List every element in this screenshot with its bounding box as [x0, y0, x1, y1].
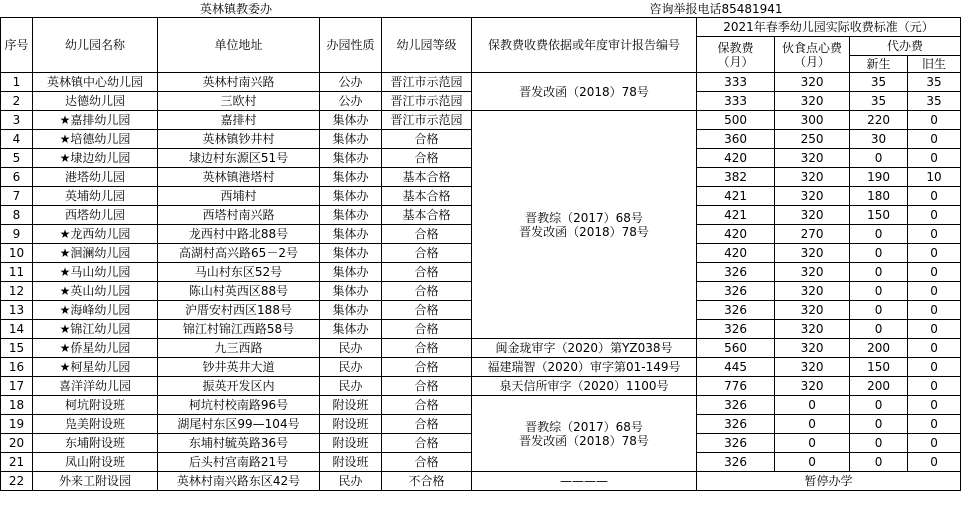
row-tuition: 420: [697, 149, 775, 168]
row-address: 英林镇钞井村: [158, 130, 320, 149]
row-new-fee: 0: [850, 415, 908, 434]
row-level: 合格: [382, 149, 472, 168]
row-address: 西塔村南兴路: [158, 206, 320, 225]
row-seq: 6: [1, 168, 33, 187]
row-tuition: 420: [697, 225, 775, 244]
row-tuition: 333: [697, 92, 775, 111]
row-tuition: 560: [697, 339, 775, 358]
row-address: 东埔村毓英路36号: [158, 434, 320, 453]
row-old-fee: 0: [908, 187, 961, 206]
row-address: 龙西村中路北88号: [158, 225, 320, 244]
row-level: 晋江市示范园: [382, 92, 472, 111]
row-seq: 9: [1, 225, 33, 244]
row-new-fee: 0: [850, 320, 908, 339]
row-tuition: 326: [697, 453, 775, 472]
row-old-fee: 35: [908, 73, 961, 92]
row-old-fee: 0: [908, 301, 961, 320]
row-meal: 320: [775, 358, 850, 377]
row-level: 合格: [382, 282, 472, 301]
tuition-label: 保教费: [717, 40, 754, 55]
row-old-fee: 0: [908, 263, 961, 282]
row-level: 基本合格: [382, 187, 472, 206]
row-old-fee: 0: [908, 244, 961, 263]
col-header-name: 幼儿园名称: [33, 18, 158, 73]
row-nature: 民办: [320, 472, 382, 491]
col-header-meal: [775, 37, 850, 73]
row-nature: 集体办: [320, 282, 382, 301]
row-meal: 0: [775, 434, 850, 453]
row-level: 基本合格: [382, 206, 472, 225]
row-level: 合格: [382, 130, 472, 149]
row-basis: 福建瑞智（2020）审字第01-149号: [472, 358, 697, 377]
row-new-fee: 220: [850, 111, 908, 130]
row-name: ★锦江幼儿园: [33, 320, 158, 339]
row-nature: 民办: [320, 377, 382, 396]
row-tuition: 360: [697, 130, 775, 149]
row-name: ★侨星幼儿园: [33, 339, 158, 358]
row-name: 英林镇中心幼儿园: [33, 73, 158, 92]
row-basis: 泉天信所审字（2020）1100号: [472, 377, 697, 396]
office-title: 英林镇教委办: [200, 1, 273, 16]
col-header-new: 新生: [850, 56, 908, 73]
row-level: 合格: [382, 320, 472, 339]
row-level: 合格: [382, 358, 472, 377]
row-address: 马山村东区52号: [158, 263, 320, 282]
row-old-fee: 0: [908, 111, 961, 130]
basis-line-2: 晋发改函（2018）78号: [519, 224, 649, 239]
row-seq: 2: [1, 92, 33, 111]
row-tuition: 326: [697, 396, 775, 415]
row-meal: 320: [775, 206, 850, 225]
row-meal: 320: [775, 187, 850, 206]
row-name: 英埔幼儿园: [33, 187, 158, 206]
row-tuition: 420: [697, 244, 775, 263]
row-name: ★龙西幼儿园: [33, 225, 158, 244]
row-old-fee: 0: [908, 415, 961, 434]
col-header-level: 幼儿园等级: [382, 18, 472, 73]
row-level: 合格: [382, 244, 472, 263]
row-seq: 22: [1, 472, 33, 491]
row-tuition: 445: [697, 358, 775, 377]
col-header-nature: 办园性质: [320, 18, 382, 73]
row-address: 三欧村: [158, 92, 320, 111]
row-basis: 晋发改函（2018）78号: [472, 73, 697, 111]
row-name: ★柯星幼儿园: [33, 358, 158, 377]
row-meal: 320: [775, 263, 850, 282]
row-nature: 集体办: [320, 320, 382, 339]
row-new-fee: 0: [850, 244, 908, 263]
row-level: 合格: [382, 415, 472, 434]
row-old-fee: 0: [908, 377, 961, 396]
row-seq: 3: [1, 111, 33, 130]
row-address: 高湖村高兴路65－2号: [158, 244, 320, 263]
row-address: 锦江村锦江西路58号: [158, 320, 320, 339]
row-name: ★培德幼儿园: [33, 130, 158, 149]
row-new-fee: 0: [850, 225, 908, 244]
row-new-fee: 0: [850, 263, 908, 282]
row-new-fee: 200: [850, 339, 908, 358]
table-row: [1, 472, 961, 491]
row-name: ★海峰幼儿园: [33, 301, 158, 320]
row-name: 东埔附设班: [33, 434, 158, 453]
row-nature: 民办: [320, 358, 382, 377]
row-old-fee: 0: [908, 130, 961, 149]
basis-line-2: 晋发改函（2018）78号: [519, 433, 649, 448]
row-old-fee: 0: [908, 434, 961, 453]
row-address: 柯坑村校南路96号: [158, 396, 320, 415]
row-nature: 集体办: [320, 301, 382, 320]
row-seq: 11: [1, 263, 33, 282]
row-old-fee: 35: [908, 92, 961, 111]
row-address: 九三西路: [158, 339, 320, 358]
row-name: ★埭边幼儿园: [33, 149, 158, 168]
row-level: 合格: [382, 225, 472, 244]
row-name: ★洄澜幼儿园: [33, 244, 158, 263]
row-old-fee: 0: [908, 206, 961, 225]
row-level: 合格: [382, 396, 472, 415]
row-meal: 320: [775, 377, 850, 396]
table-row: [1, 339, 961, 358]
row-address: 嘉排村: [158, 111, 320, 130]
row-seq: 16: [1, 358, 33, 377]
row-name: 西塔幼儿园: [33, 206, 158, 225]
row-tuition: 326: [697, 415, 775, 434]
row-level: 合格: [382, 339, 472, 358]
tuition-unit: （月）: [717, 54, 754, 69]
row-name: 喜洋洋幼儿园: [33, 377, 158, 396]
row-seq: 7: [1, 187, 33, 206]
row-new-fee: 0: [850, 396, 908, 415]
row-level: 合格: [382, 434, 472, 453]
row-new-fee: 200: [850, 377, 908, 396]
row-basis-group: [472, 396, 697, 472]
row-nature: 附设班: [320, 434, 382, 453]
col-header-tuition: [697, 37, 775, 73]
col-header-old: 旧生: [908, 56, 961, 73]
row-seq: 4: [1, 130, 33, 149]
meal-unit: （月）: [794, 54, 831, 69]
row-seq: 18: [1, 396, 33, 415]
row-meal: 270: [775, 225, 850, 244]
row-name: 港塔幼儿园: [33, 168, 158, 187]
row-seq: 13: [1, 301, 33, 320]
row-seq: 20: [1, 434, 33, 453]
row-seq: 19: [1, 415, 33, 434]
row-tuition: 326: [697, 282, 775, 301]
row-nature: 集体办: [320, 206, 382, 225]
row-nature: 附设班: [320, 396, 382, 415]
row-meal: 320: [775, 244, 850, 263]
row-tuition: 326: [697, 263, 775, 282]
row-address: 英林镇港塔村: [158, 168, 320, 187]
row-name: 凤山附设班: [33, 453, 158, 472]
row-tuition: 382: [697, 168, 775, 187]
row-tuition: 326: [697, 301, 775, 320]
row-level: 基本合格: [382, 168, 472, 187]
row-level: 晋江市示范园: [382, 73, 472, 92]
table-row: [1, 377, 961, 396]
row-new-fee: 0: [850, 149, 908, 168]
row-nature: 集体办: [320, 244, 382, 263]
row-nature: 集体办: [320, 225, 382, 244]
row-old-fee: 0: [908, 282, 961, 301]
basis-line-1: 晋教综（2017）68号: [525, 419, 643, 434]
row-tuition: 500: [697, 111, 775, 130]
row-meal: 320: [775, 92, 850, 111]
row-meal: 250: [775, 130, 850, 149]
row-tuition: 333: [697, 73, 775, 92]
meal-label: 伙食点心费: [782, 40, 843, 55]
row-address: 振英开发区内: [158, 377, 320, 396]
row-new-fee: 0: [850, 434, 908, 453]
col-header-basis: 保教费收费依据或年度审计报告编号: [472, 18, 697, 73]
row-seq: 15: [1, 339, 33, 358]
row-new-fee: 0: [850, 282, 908, 301]
row-old-fee: 0: [908, 358, 961, 377]
row-nature: 集体办: [320, 263, 382, 282]
table-row: [1, 111, 961, 130]
basis-line-1: 晋教综（2017）68号: [525, 210, 643, 225]
row-tuition: 421: [697, 187, 775, 206]
row-nature: 民办: [320, 339, 382, 358]
row-old-fee: 0: [908, 149, 961, 168]
row-seq: 5: [1, 149, 33, 168]
row-address: 湖尾村东区99—104号: [158, 415, 320, 434]
row-new-fee: 35: [850, 73, 908, 92]
row-tuition: 326: [697, 434, 775, 453]
col-header-address: 单位地址: [158, 18, 320, 73]
row-new-fee: 180: [850, 187, 908, 206]
row-nature: 集体办: [320, 130, 382, 149]
col-header-agency: 代办费: [850, 37, 961, 56]
row-nature: 附设班: [320, 415, 382, 434]
row-old-fee: 0: [908, 225, 961, 244]
row-name: ★马山幼儿园: [33, 263, 158, 282]
row-old-fee: 0: [908, 396, 961, 415]
row-old-fee: 0: [908, 320, 961, 339]
row-tuition: 776: [697, 377, 775, 396]
row-basis: 闽金珑审字（2020）第YZ038号: [472, 339, 697, 358]
row-seq: 8: [1, 206, 33, 225]
row-new-fee: 30: [850, 130, 908, 149]
suspended-note: 暂停办学: [697, 472, 961, 491]
row-basis: ————: [472, 472, 697, 491]
row-seq: 21: [1, 453, 33, 472]
row-address: 英林村南兴路: [158, 73, 320, 92]
row-address: 西埔村: [158, 187, 320, 206]
row-old-fee: 0: [908, 339, 961, 358]
row-basis-group: [472, 111, 697, 339]
row-level: 不合格: [382, 472, 472, 491]
row-level: 合格: [382, 263, 472, 282]
row-nature: 附设班: [320, 453, 382, 472]
row-tuition: 421: [697, 206, 775, 225]
row-new-fee: 190: [850, 168, 908, 187]
row-name: 柯坑附设班: [33, 396, 158, 415]
row-meal: 320: [775, 320, 850, 339]
row-seq: 1: [1, 73, 33, 92]
row-address: 后头村宫南路21号: [158, 453, 320, 472]
table-row: [1, 73, 961, 92]
table-row: [1, 396, 961, 415]
row-address: 钞井英井大道: [158, 358, 320, 377]
row-meal: 320: [775, 73, 850, 92]
col-header-fee-title: 2021年春季幼儿园实际收费标准（元）: [697, 18, 961, 37]
row-meal: 320: [775, 168, 850, 187]
row-nature: 集体办: [320, 149, 382, 168]
row-new-fee: 0: [850, 301, 908, 320]
row-name: 凫美附设班: [33, 415, 158, 434]
row-new-fee: 150: [850, 358, 908, 377]
row-meal: 0: [775, 415, 850, 434]
row-address: 英林村南兴路东区42号: [158, 472, 320, 491]
row-name: 达德幼儿园: [33, 92, 158, 111]
row-address: 埭边村东源区51号: [158, 149, 320, 168]
row-nature: 集体办: [320, 111, 382, 130]
row-nature: 公办: [320, 92, 382, 111]
row-seq: 14: [1, 320, 33, 339]
row-meal: 300: [775, 111, 850, 130]
row-new-fee: 150: [850, 206, 908, 225]
row-meal: 320: [775, 339, 850, 358]
row-nature: 公办: [320, 73, 382, 92]
row-new-fee: 35: [850, 92, 908, 111]
row-old-fee: 0: [908, 453, 961, 472]
row-new-fee: 0: [850, 453, 908, 472]
row-seq: 17: [1, 377, 33, 396]
row-address: 沪厝安村西区188号: [158, 301, 320, 320]
row-meal: 320: [775, 282, 850, 301]
row-nature: 集体办: [320, 168, 382, 187]
row-nature: 集体办: [320, 187, 382, 206]
row-meal: 320: [775, 149, 850, 168]
row-level: 合格: [382, 453, 472, 472]
row-level: 合格: [382, 301, 472, 320]
row-name: ★英山幼儿园: [33, 282, 158, 301]
row-meal: 0: [775, 396, 850, 415]
hotline-text: 咨询举报电话85481941: [649, 1, 783, 16]
row-seq: 12: [1, 282, 33, 301]
row-name: ★嘉排幼儿园: [33, 111, 158, 130]
col-header-seq: 序号: [1, 18, 33, 73]
row-meal: 0: [775, 453, 850, 472]
row-old-fee: 10: [908, 168, 961, 187]
row-tuition: 326: [697, 320, 775, 339]
row-meal: 320: [775, 301, 850, 320]
row-address: 陈山村英西区88号: [158, 282, 320, 301]
row-level: 合格: [382, 377, 472, 396]
table-row: [1, 358, 961, 377]
row-level: 晋江市示范园: [382, 111, 472, 130]
row-seq: 10: [1, 244, 33, 263]
row-name: 外来工附设园: [33, 472, 158, 491]
